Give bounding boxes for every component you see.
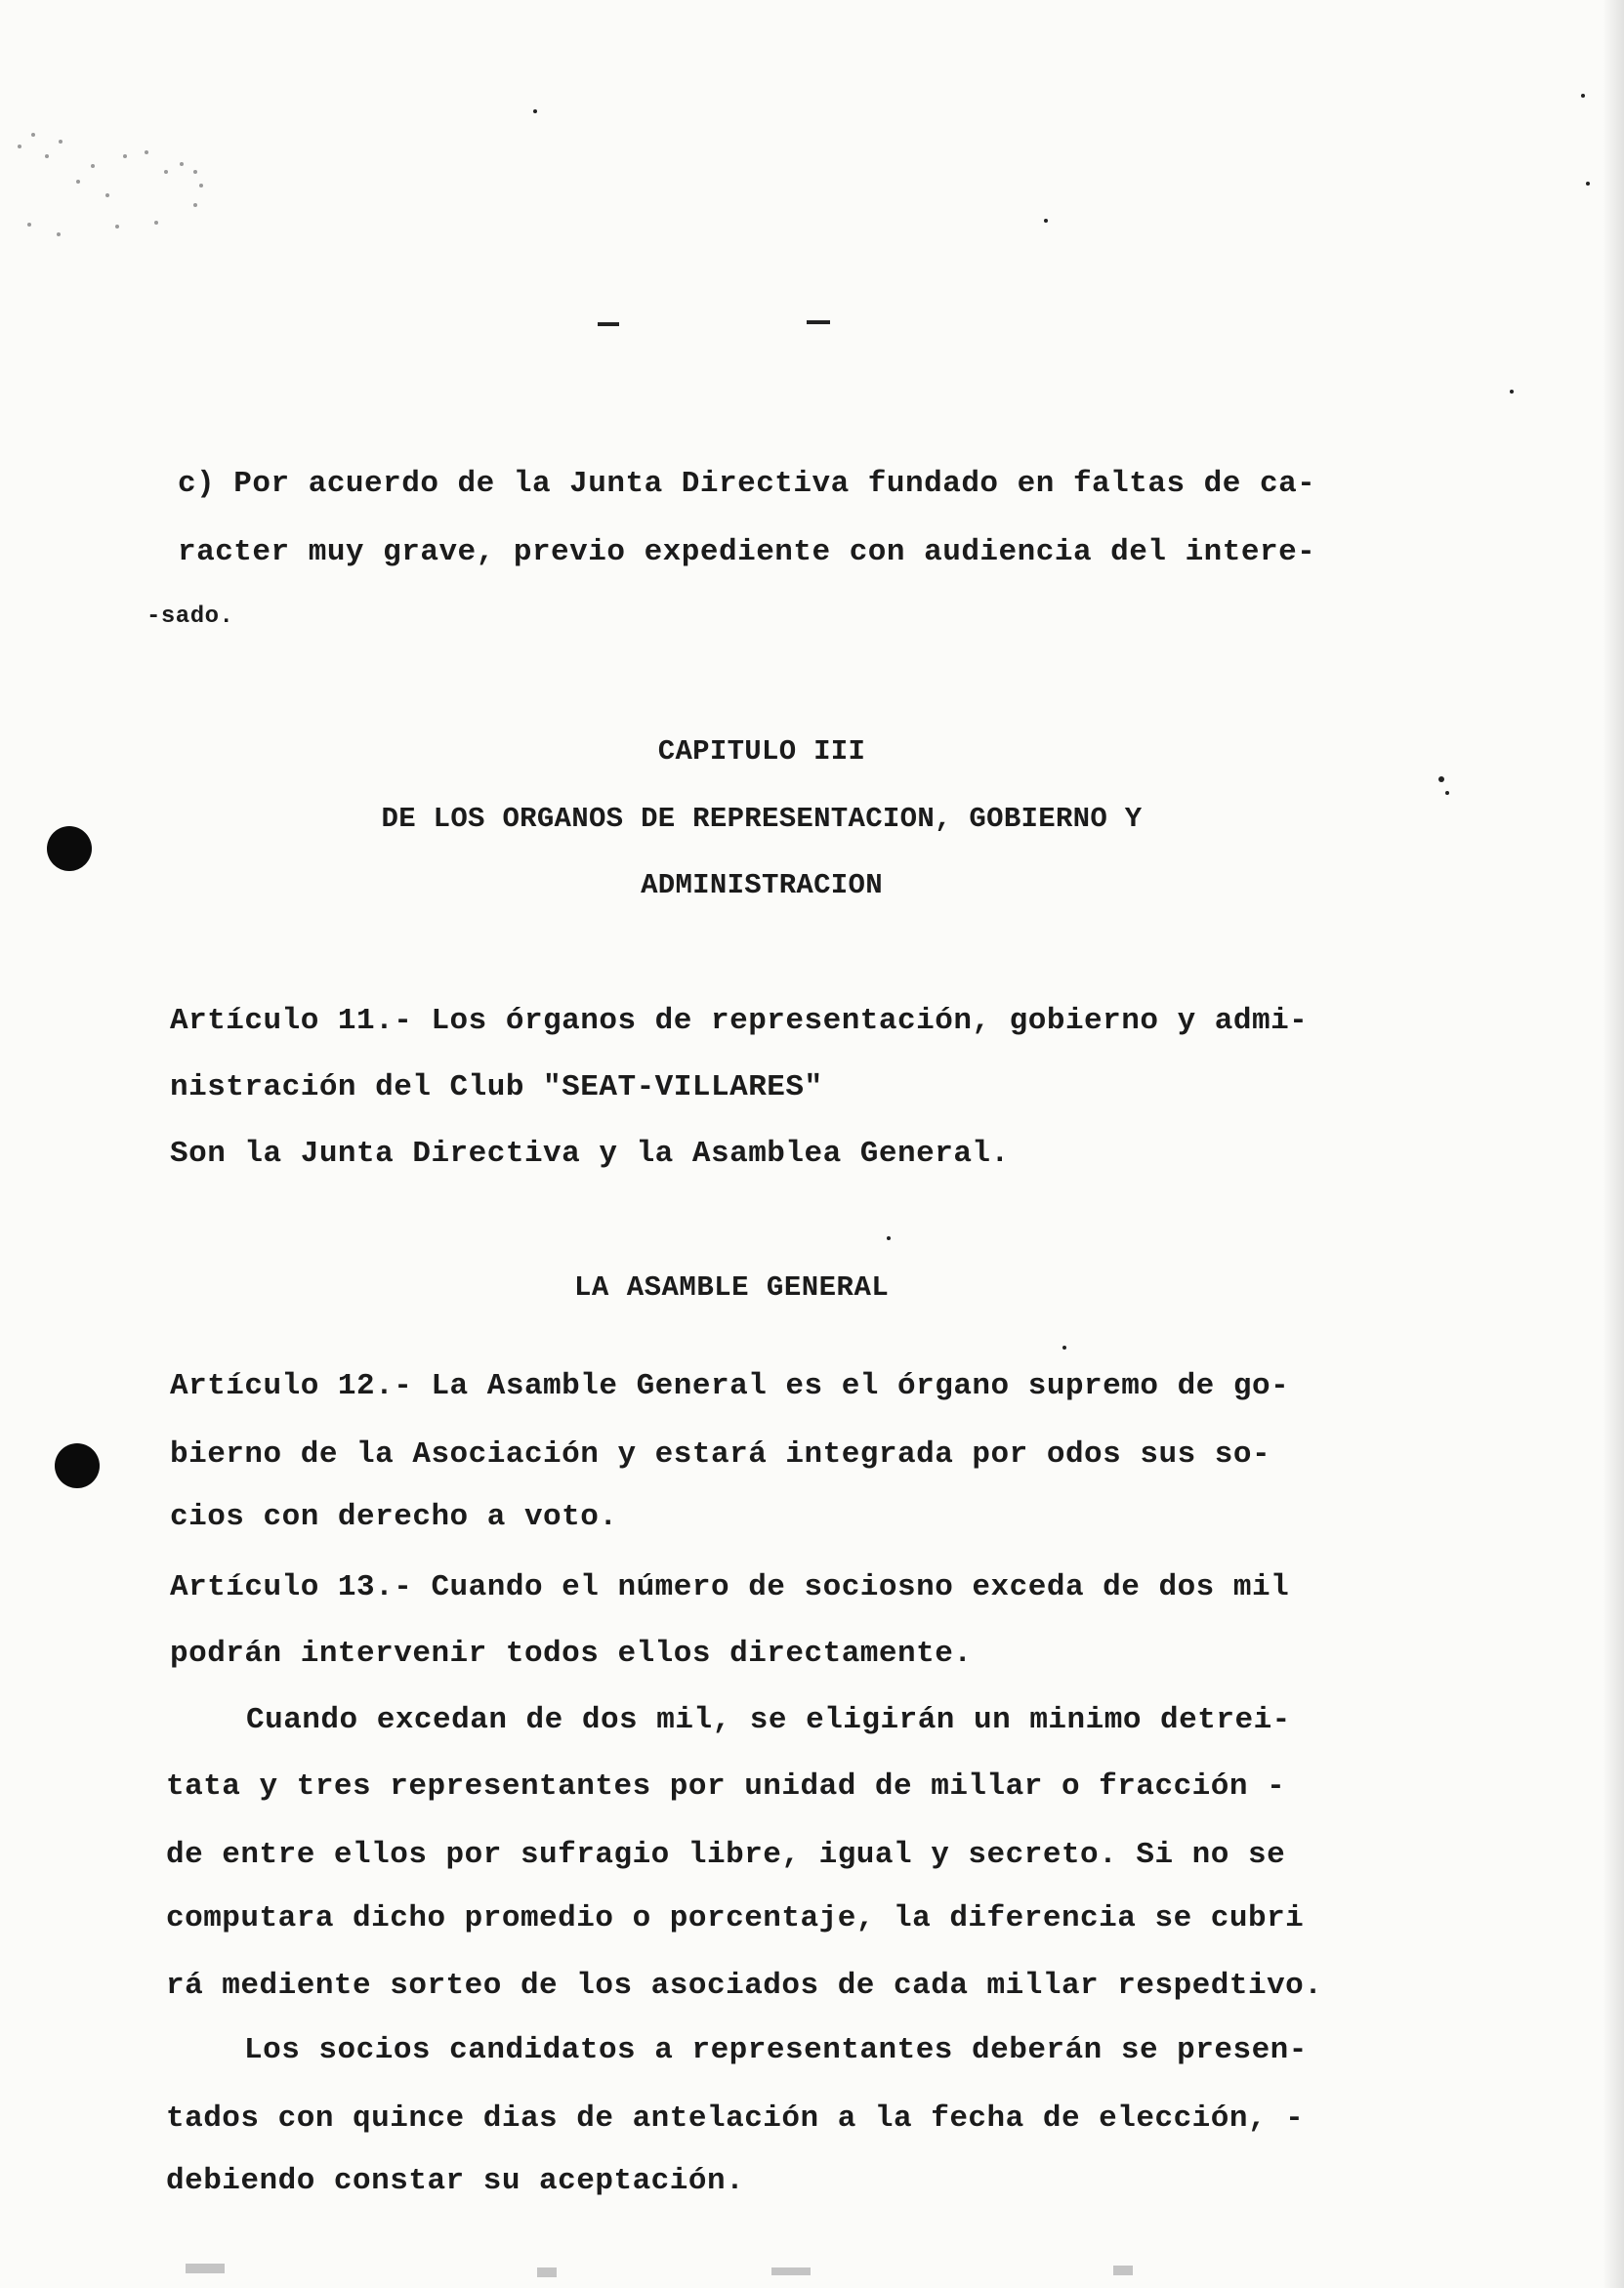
exceed-paragraph-line-4: computara dicho promedio o porcentaje, la diferencia se cubri [166,1901,1305,1935]
article-12-line-2: bierno de la Asociación y estará integrada por odos sus so- [170,1437,1271,1472]
paragraph-c-line-3: -sado. [146,603,234,630]
candidates-paragraph-line-2: tados con quince dias de antelación a la fecha de elección, - [166,2101,1305,2136]
exceed-paragraph-line-3: de entre ellos por sufragio libre, igual y secreto. Si no se [166,1838,1286,1872]
exceed-paragraph-line-1: Cuando excedan de dos mil, se eligirán un minimo detrei- [246,1703,1291,1737]
paragraph-c-line-1: c) Por acuerdo de la Junta Directiva fundado en faltas de ca- [178,467,1316,501]
article-11-line-3: Son la Junta Directiva y la Asamblea General. [170,1137,1010,1171]
article-11-line-2: nistración del Club "SEAT-VILLARES" [170,1070,823,1104]
candidates-paragraph-line-1: Los socios candidatos a representantes deberán se presen- [244,2033,1308,2067]
article-12-line-3: cios con derecho a voto. [170,1500,618,1534]
chapter-title: CAPITULO III [657,735,866,768]
exceed-paragraph-line-2: tata y tres representantes por unidad de millar o fracción - [166,1769,1286,1804]
chapter-subtitle-line-1: DE LOS ORGANOS DE REPRESENTACION, GOBIERNO Y [381,803,1143,835]
article-13-line-1: Artículo 13.- Cuando el número de sociosno exceda de dos mil [170,1570,1290,1604]
article-12-line-1: Artículo 12.- La Asamble General es el órgano supremo de go- [170,1369,1290,1403]
article-11-line-1: Artículo 11.- Los órganos de representación, gobierno y admi- [170,1004,1309,1038]
section-title: LA ASAMBLE GENERAL [574,1271,890,1304]
chapter-subtitle-line-2: ADMINISTRACION [641,869,883,901]
candidates-paragraph-line-3: debiendo constar su aceptación. [166,2164,745,2198]
exceed-paragraph-line-5: rá medientе sorteo de los asociados de cada millar respedtivo. [166,1969,1323,2003]
punch-hole-lower [55,1443,100,1488]
article-13-line-2: podrán intervenir todos ellos directamente. [170,1637,973,1671]
paragraph-c-line-2: racter muy grave, previo expediente con audiencia del intere- [178,535,1316,569]
